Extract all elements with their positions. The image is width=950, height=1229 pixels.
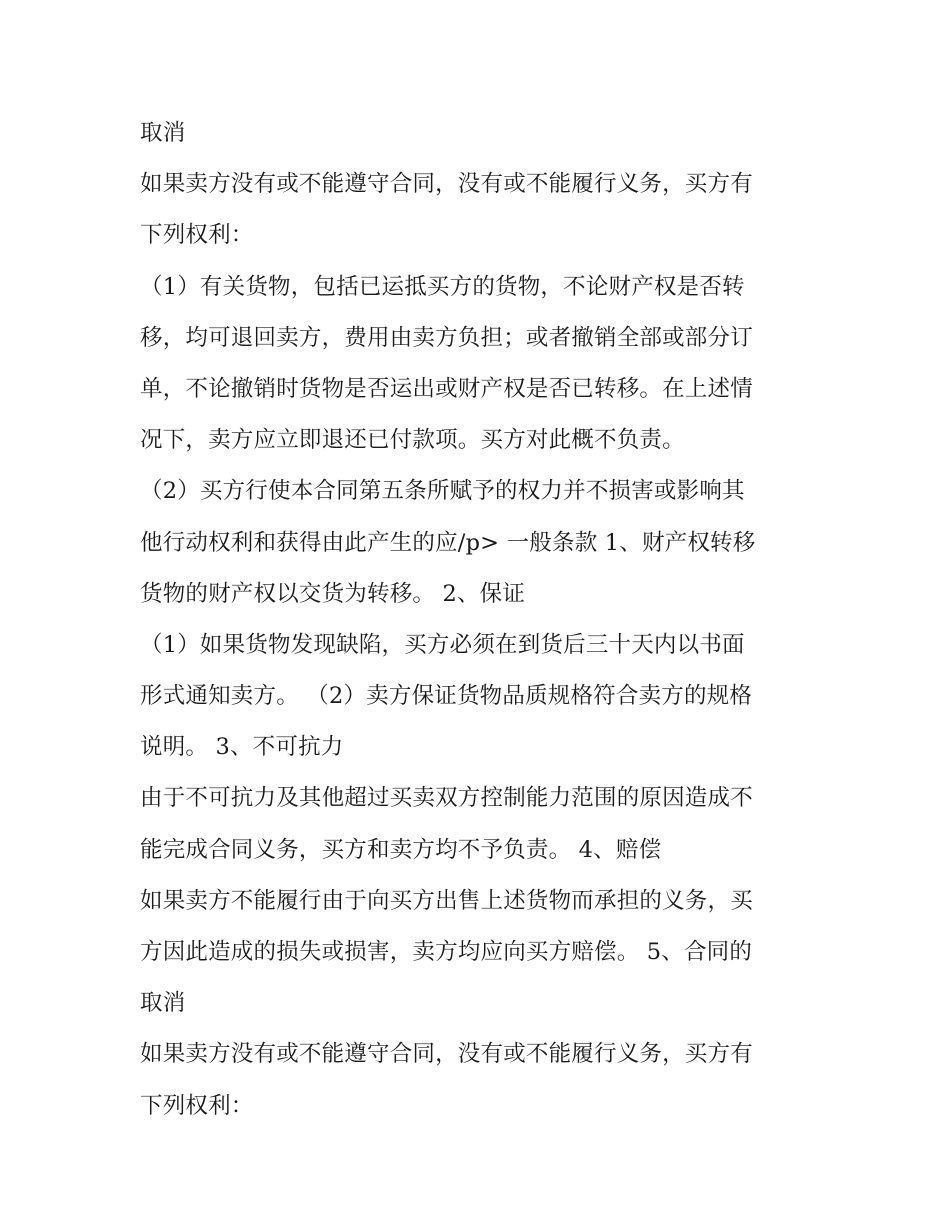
text-line: 货物的财产权以交货为转移。 2、保证 [140, 580, 526, 607]
text-line: （2）买方行使本合同第五条所赋予的权力并不损害或影响其 [140, 478, 745, 505]
text-line: 由于不可抗力及其他超过买卖双方控制能力范围的原因造成不 [140, 785, 753, 812]
text-line: 如果卖方没有或不能遵守合同，没有或不能履行义务，买方有 [140, 1041, 753, 1068]
text-line: 能完成合同义务，买方和卖方均不予负责。 4、赔偿 [140, 836, 662, 863]
text-line: 下列权利： [140, 1092, 254, 1119]
text-line: 形式通知卖方。 （2）卖方保证货物品质规格符合卖方的规格 [140, 683, 753, 710]
text-line: 单，不论撤销时货物是否运出或财产权是否已转移。在上述情 [140, 375, 753, 402]
text-line: 取消 [140, 990, 186, 1017]
text-line: 说明。 3、不可抗力 [140, 734, 344, 761]
text-line: （1）如果货物发现缺陷，买方必须在到货后三十天内以书面 [140, 631, 745, 658]
text-line: 下列权利： [140, 222, 254, 249]
text-line: 如果卖方没有或不能遵守合同，没有或不能履行义务，买方有 [140, 171, 753, 198]
text-line: 如果卖方不能履行由于向买方出售上述货物而承担的义务，买 [140, 887, 753, 914]
text-line: 方因此造成的损失或损害，卖方均应向买方赔偿。 5、合同的 [140, 939, 753, 965]
text-line: 他行动权利和获得由此产生的应/p> 一般条款 1、财产权转移 [140, 529, 756, 556]
text-line: 取消 [140, 120, 186, 146]
document-body [140, 108, 820, 1132]
text-line: （1）有关货物，包括已运抵买方的货物，不论财产权是否转 [140, 273, 745, 300]
text-line: 况下，卖方应立即退还已付款项。买方对此概不负责。 [140, 427, 685, 454]
text-line: 移，均可退回卖方，费用由卖方负担；或者撤销全部或部分订 [140, 324, 753, 351]
